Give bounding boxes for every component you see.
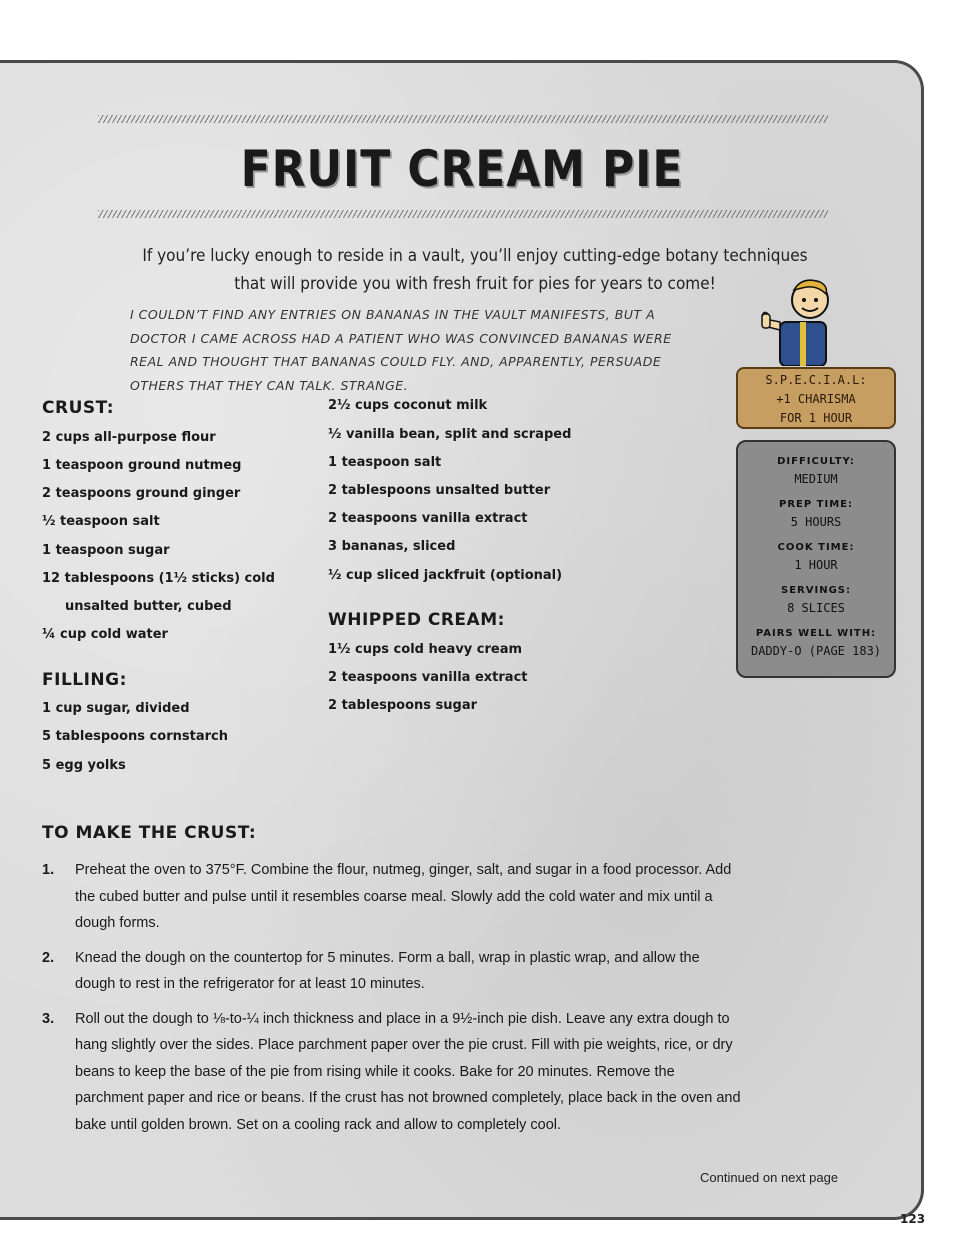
ingredient-item: ½ cup sliced jackfruit (optional) bbox=[328, 568, 563, 583]
ingredient-item: 3 bananas, sliced bbox=[328, 539, 456, 554]
servings-value: 8 SLICES bbox=[787, 601, 845, 615]
special-line: +1 CHARISMA bbox=[776, 392, 856, 406]
cook-time-value: 1 HOUR bbox=[794, 558, 838, 572]
step-text: Roll out the dough to ⅛-to-¼ inch thickness and place in a 9½-inch pie dish. Leave any extra dough to hang slightly over the sides. Place parchment paper over the pie crust. Fill with pie weights, rice, or dry beans to keep the base of the pie from rising while it cooks. Bake for 20 minutes. Remove the parchment paper and rice or beans. If the crust has not browned completely, place back in the oven and bake until golden brown. Set on a cooling rack and allow to completely cool. bbox=[75, 1010, 741, 1133]
ingredient-item: 2 teaspoons ground ginger bbox=[42, 486, 241, 501]
ingredient-item: 5 egg yolks bbox=[42, 758, 126, 773]
servings-label: SERVINGS: bbox=[781, 585, 851, 596]
difficulty-label: DIFFICULTY: bbox=[777, 456, 855, 467]
filling-heading: FILLING: bbox=[42, 670, 127, 690]
recipe-stats-box bbox=[736, 440, 896, 678]
ingredient-item: unsalted butter, cubed bbox=[65, 599, 232, 614]
cook-time-label: COOK TIME: bbox=[777, 542, 855, 553]
note-line: DOCTOR I CAME ACROSS HAD A PATIENT WHO WAS CONVINCED BANANAS WERE bbox=[130, 330, 672, 346]
page-number: 123 bbox=[900, 1212, 926, 1226]
step-text: Preheat the oven to 375°F. Combine the flour, nutmeg, ginger, salt, and sugar in a food processor. Add the cubed butter and pulse until it resembles coarse meal. Slowly add the cold water and mix until a dough forms. bbox=[75, 862, 732, 931]
ingredient-item: ½ teaspoon salt bbox=[42, 514, 160, 529]
continued-note: Continued on next page bbox=[700, 1170, 839, 1185]
method-step bbox=[42, 945, 742, 998]
ingredient-item: 1 teaspoon salt bbox=[328, 455, 442, 470]
ingredient-item: 1½ cups cold heavy cream bbox=[328, 642, 523, 657]
method-heading: TO MAKE THE CRUST: bbox=[42, 823, 257, 843]
ingredient-item: 2 teaspoons vanilla extract bbox=[328, 511, 528, 526]
special-badge bbox=[736, 367, 896, 429]
ingredient-item: 2 tablespoons sugar bbox=[328, 698, 478, 713]
title-rule-bottom bbox=[98, 210, 828, 218]
ingredient-item: 2 tablespoons unsalted butter bbox=[328, 483, 551, 498]
crust-heading: CRUST: bbox=[42, 398, 115, 418]
intro-text: If you’re lucky enough to reside in a vault, you’ll enjoy cutting-edge botany techniques that will provide you with fresh fruit for pies for years to come! bbox=[142, 246, 808, 294]
ingredient-item: 2½ cups coconut milk bbox=[328, 398, 488, 413]
ingredient-item: ½ vanilla bean, split and scraped bbox=[328, 427, 572, 442]
handwritten-note bbox=[130, 303, 690, 397]
method-step bbox=[42, 857, 742, 937]
step-number: 1. bbox=[42, 862, 55, 878]
page-title: FRUIT CREAM PIE bbox=[240, 140, 684, 198]
method-steps bbox=[42, 857, 742, 1146]
ingredient-item: 1 cup sugar, divided bbox=[42, 701, 190, 716]
method-step bbox=[42, 1006, 742, 1139]
difficulty-value: MEDIUM bbox=[794, 472, 838, 486]
ingredient-item: 12 tablespoons (1½ sticks) cold bbox=[42, 571, 275, 586]
step-number: 3. bbox=[42, 1010, 55, 1027]
special-line: FOR 1 HOUR bbox=[779, 411, 853, 425]
note-line: I COULDN’T FIND ANY ENTRIES ON BANANAS IN THE VAULT MANIFESTS, BUT A bbox=[130, 307, 656, 322]
ingredient-item: 2 cups all-purpose flour bbox=[42, 430, 216, 445]
prep-time-value: 5 HOURS bbox=[790, 515, 842, 529]
ingredient-item: 1 teaspoon sugar bbox=[42, 543, 170, 558]
note-line: OTHERS THAT THEY CAN TALK. STRANGE. bbox=[130, 377, 409, 393]
whipped-cream-heading: WHIPPED CREAM: bbox=[328, 610, 505, 630]
prep-time-label: PREP TIME: bbox=[779, 499, 853, 510]
vault-boy-thumbs-up-icon bbox=[758, 270, 838, 366]
title-rule-top bbox=[98, 115, 828, 123]
step-number: 2. bbox=[42, 949, 55, 966]
ingredient-item: 5 tablespoons cornstarch bbox=[42, 729, 228, 744]
special-line: S.P.E.C.I.A.L: bbox=[765, 373, 867, 387]
ingredient-item: 1 teaspoon ground nutmeg bbox=[42, 458, 242, 473]
pairs-well-value: DADDY-O (PAGE 183) bbox=[750, 644, 882, 658]
ingredient-item: 2 teaspoons vanilla extract bbox=[328, 670, 528, 685]
pairs-well-label: PAIRS WELL WITH: bbox=[755, 628, 877, 639]
note-line: REAL AND THOUGHT THAT BANANAS COULD FLY. AND, APPARENTLY, PERSUADE bbox=[130, 354, 662, 369]
ingredient-item: ¼ cup cold water bbox=[42, 627, 168, 642]
step-text: Knead the dough on the countertop for 5 minutes. Form a ball, wrap in plastic wrap, and allow the dough to rest in the refrigerator for at least 10 minutes. bbox=[75, 949, 700, 992]
